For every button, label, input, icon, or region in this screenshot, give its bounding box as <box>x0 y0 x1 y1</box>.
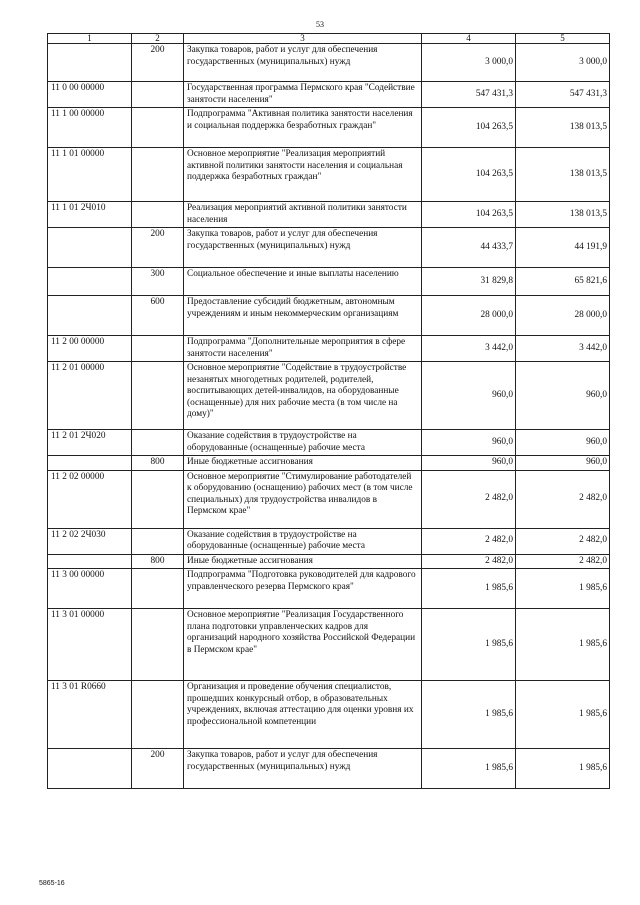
row-value-2018-cell: 3 442,0 <box>516 336 610 362</box>
table-row <box>48 470 610 528</box>
row-code-cell: 11 3 01 R0660 <box>48 681 132 749</box>
row-value-2017-cell: 960,0 <box>422 430 516 456</box>
row-value-2017-cell: 547 431,3 <box>422 82 516 108</box>
row-value-2017-cell: 104 263,5 <box>422 148 516 202</box>
row-code-cell: 11 2 00 00000 <box>48 336 132 362</box>
row-code-cell <box>48 456 132 471</box>
row-type-cell <box>132 202 184 228</box>
row-description-cell: Иные бюджетные ассигнования <box>184 456 422 471</box>
row-description-cell: Закупка товаров, работ и услуг для обеспечения государственных (муниципальных) нужд <box>184 228 422 268</box>
header-col-4: 4 <box>422 34 516 44</box>
row-description-cell: Основное мероприятие "Содействие в трудоустройстве незанятых многодетных родителей, родителей, воспитывающих детей-инвалидов, на оборудованные (оснащенные) для них рабочие места (в том числе на дому)" <box>184 362 422 430</box>
table-row <box>48 202 610 228</box>
row-description-cell: Предоставление субсидий бюджетным, автономным учреждениям и иным некоммерческим организациям <box>184 296 422 336</box>
row-description-cell: Реализация мероприятий активной политики занятости населения <box>184 202 422 228</box>
table-row <box>48 528 610 554</box>
row-value-2018-cell: 1 985,6 <box>516 749 610 789</box>
row-value-2018-cell: 1 985,6 <box>516 609 610 681</box>
row-value-2017-cell: 1 985,6 <box>422 749 516 789</box>
row-value-2018-cell: 960,0 <box>516 456 610 471</box>
row-description-cell: Государственная программа Пермского края "Содействие занятости населения" <box>184 82 422 108</box>
row-description-cell: Подпрограмма "Активная политика занятости населения и социальная поддержка безработных граждан" <box>184 108 422 148</box>
row-value-2018-cell: 138 013,5 <box>516 202 610 228</box>
row-description-cell: Основное мероприятие "Реализация мероприятий активной политики занятости населения и социальная поддержка безработных граждан" <box>184 148 422 202</box>
table-row <box>48 108 610 148</box>
row-code-cell <box>48 228 132 268</box>
row-value-2018-cell: 65 821,6 <box>516 268 610 296</box>
row-type-cell: 200 <box>132 228 184 268</box>
row-type-cell: 200 <box>132 44 184 82</box>
row-description-cell: Закупка товаров, работ и услуг для обеспечения государственных (муниципальных) нужд <box>184 749 422 789</box>
row-value-2017-cell: 1 985,6 <box>422 569 516 609</box>
row-value-2017-cell: 1 985,6 <box>422 609 516 681</box>
table-row <box>48 82 610 108</box>
budget-table <box>47 33 610 789</box>
row-value-2018-cell: 44 191,9 <box>516 228 610 268</box>
row-description-cell: Закупка товаров, работ и услуг для обеспечения государственных (муниципальных) нужд <box>184 44 422 82</box>
row-type-cell <box>132 108 184 148</box>
row-code-cell: 11 1 01 2Ч010 <box>48 202 132 228</box>
row-code-cell <box>48 268 132 296</box>
row-type-cell: 600 <box>132 296 184 336</box>
row-value-2017-cell: 104 263,5 <box>422 108 516 148</box>
table-row <box>48 430 610 456</box>
row-code-cell <box>48 749 132 789</box>
row-description-cell: Иные бюджетные ассигнования <box>184 554 422 569</box>
row-value-2018-cell: 960,0 <box>516 430 610 456</box>
table-header-row <box>48 34 610 44</box>
row-type-cell <box>132 681 184 749</box>
row-type-cell <box>132 82 184 108</box>
table-row <box>48 296 610 336</box>
row-type-cell <box>132 148 184 202</box>
row-code-cell: 11 3 01 00000 <box>48 609 132 681</box>
table-row <box>48 609 610 681</box>
row-code-cell: 11 1 00 00000 <box>48 108 132 148</box>
footer-code: 5865-16 <box>39 880 65 887</box>
header-col-3: 3 <box>184 34 422 44</box>
row-value-2018-cell: 28 000,0 <box>516 296 610 336</box>
row-code-cell: 11 1 01 00000 <box>48 148 132 202</box>
row-value-2018-cell: 960,0 <box>516 362 610 430</box>
header-col-2: 2 <box>132 34 184 44</box>
row-type-cell: 300 <box>132 268 184 296</box>
row-code-cell: 11 0 00 00000 <box>48 82 132 108</box>
row-description-cell: Оказание содействия в трудоустройстве на оборудованные (оснащенные) рабочие места <box>184 430 422 456</box>
row-value-2018-cell: 138 013,5 <box>516 148 610 202</box>
row-type-cell <box>132 430 184 456</box>
row-value-2017-cell: 28 000,0 <box>422 296 516 336</box>
row-type-cell <box>132 528 184 554</box>
row-value-2018-cell: 547 431,3 <box>516 82 610 108</box>
row-description-cell: Основное мероприятие "Реализация Государственного плана подготовки управленческих кадров для организаций народного хозяйства Российской Федерации в Пермском крае" <box>184 609 422 681</box>
row-type-cell: 800 <box>132 456 184 471</box>
table-row <box>48 749 610 789</box>
row-value-2017-cell: 960,0 <box>422 362 516 430</box>
table-row <box>48 336 610 362</box>
table-row <box>48 362 610 430</box>
row-value-2017-cell: 104 263,5 <box>422 202 516 228</box>
row-code-cell: 11 2 01 00000 <box>48 362 132 430</box>
row-code-cell <box>48 554 132 569</box>
row-value-2018-cell: 1 985,6 <box>516 569 610 609</box>
row-value-2018-cell: 3 000,0 <box>516 44 610 82</box>
row-description-cell: Подпрограмма "Подготовка руководителей для кадрового управленческого резерва Пермского края" <box>184 569 422 609</box>
page-number: 53 <box>316 20 324 29</box>
row-description-cell: Социальное обеспечение и иные выплаты населению <box>184 268 422 296</box>
row-code-cell: 11 2 02 2Ч030 <box>48 528 132 554</box>
row-type-cell <box>132 569 184 609</box>
row-value-2017-cell: 2 482,0 <box>422 528 516 554</box>
row-type-cell <box>132 609 184 681</box>
row-type-cell: 200 <box>132 749 184 789</box>
table-row <box>48 268 610 296</box>
table-row <box>48 554 610 569</box>
table-row <box>48 44 610 82</box>
row-type-cell <box>132 470 184 528</box>
row-value-2018-cell: 2 482,0 <box>516 554 610 569</box>
row-value-2018-cell: 2 482,0 <box>516 470 610 528</box>
row-description-cell: Организация и проведение обучения специалистов, прошедших конкурсный отбор, в образовательных учреждениях, включая аттестацию для оценки уровня их профессиональной компетенции <box>184 681 422 749</box>
row-code-cell: 11 2 01 2Ч020 <box>48 430 132 456</box>
row-description-cell: Основное мероприятие "Стимулирование работодателей к оборудованию (оснащению) рабочих мест (в том числе специальных) для трудоустройства инвалидов в Пермском крае" <box>184 470 422 528</box>
row-value-2017-cell: 3 000,0 <box>422 44 516 82</box>
row-value-2017-cell: 960,0 <box>422 456 516 471</box>
table-row <box>48 148 610 202</box>
row-code-cell <box>48 44 132 82</box>
row-value-2017-cell: 31 829,8 <box>422 268 516 296</box>
row-description-cell: Оказание содействия в трудоустройстве на оборудованные (оснащенные) рабочие места <box>184 528 422 554</box>
row-value-2017-cell: 44 433,7 <box>422 228 516 268</box>
row-type-cell <box>132 362 184 430</box>
row-type-cell: 800 <box>132 554 184 569</box>
header-col-1: 1 <box>48 34 132 44</box>
table-row <box>48 681 610 749</box>
row-value-2018-cell: 1 985,6 <box>516 681 610 749</box>
table-row <box>48 456 610 471</box>
row-code-cell: 11 2 02 00000 <box>48 470 132 528</box>
table-row <box>48 569 610 609</box>
row-value-2017-cell: 2 482,0 <box>422 554 516 569</box>
row-value-2018-cell: 2 482,0 <box>516 528 610 554</box>
row-value-2018-cell: 138 013,5 <box>516 108 610 148</box>
row-value-2017-cell: 1 985,6 <box>422 681 516 749</box>
row-value-2017-cell: 2 482,0 <box>422 470 516 528</box>
row-type-cell <box>132 336 184 362</box>
header-col-5: 5 <box>516 34 610 44</box>
row-value-2017-cell: 3 442,0 <box>422 336 516 362</box>
row-description-cell: Подпрограмма "Дополнительные мероприятия в сфере занятости населения" <box>184 336 422 362</box>
row-code-cell: 11 3 00 00000 <box>48 569 132 609</box>
row-code-cell <box>48 296 132 336</box>
table-row <box>48 228 610 268</box>
